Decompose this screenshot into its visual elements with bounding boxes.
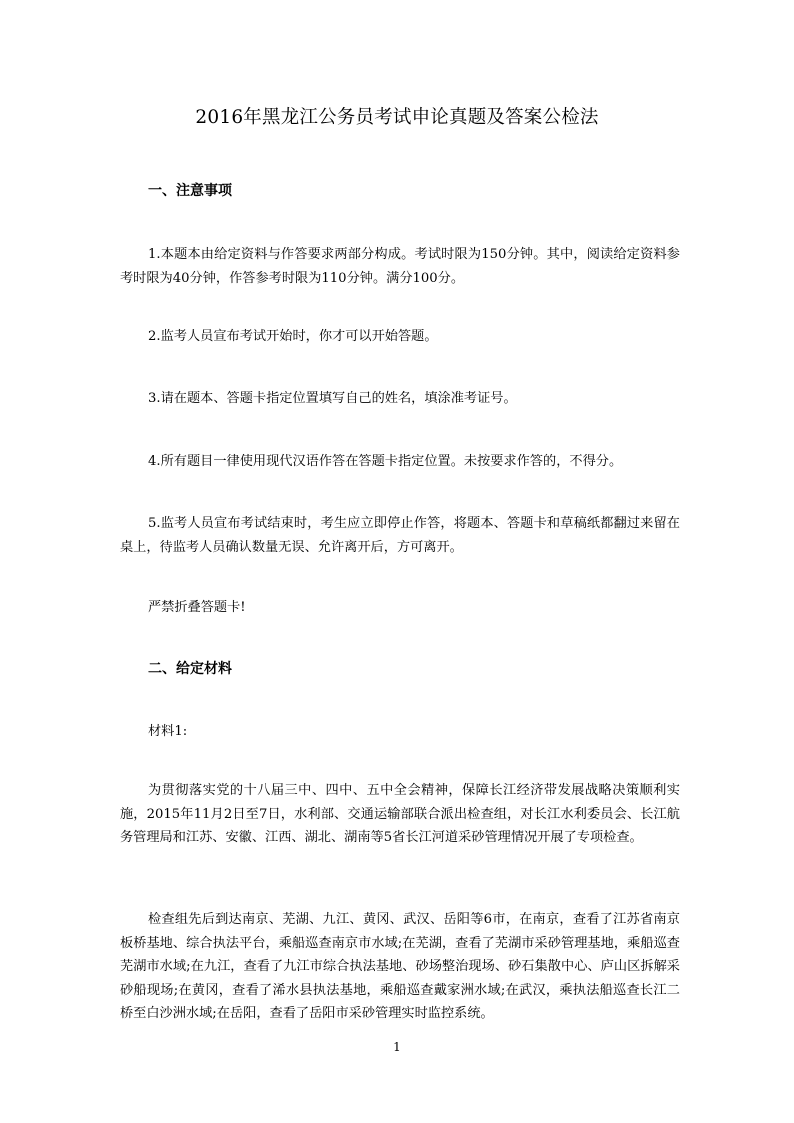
warning-text: 严禁折叠答题卡! xyxy=(148,600,246,615)
section-heading-notes: 一、注意事项 xyxy=(148,183,232,199)
material-label: 材料1: xyxy=(148,724,188,739)
note-paragraph-3: 3.请在题本、答题卡指定位置填写自己的姓名，填涂准考证号。 xyxy=(148,391,517,406)
material-paragraph-1: 为贯彻落实党的十八届三中、四中、五中全会精神，保障长江经济带发展战略决策顺利实施，2015年11月2日至7日，水利部、交通运输部联合派出检查组，对长江水利委员会、长江航务管理局和江苏、安徽、江西、湖北、湖南等5省长江河道采砂管理情况开展了专项检查。 xyxy=(120,783,680,845)
note-paragraph-1: 1.本题本由给定资料与作答要求两部分构成。考试时限为150分钟。其中，阅读给定资料参考时限为40分钟，作答参考时限为110分钟。满分100分。 xyxy=(120,247,680,286)
note-paragraph-5: 5.监考人员宣布考试结束时，考生应立即停止作答，将题本、答题卡和草稿纸都翻过来留在桌上，待监考人员确认数量无误、允许离开后，方可离开。 xyxy=(120,516,680,555)
note-paragraph-2: 2.监考人员宣布考试开始时，你才可以开始答题。 xyxy=(148,329,438,344)
material-paragraph-2: 检查组先后到达南京、芜湖、九江、黄冈、武汉、岳阳等6市，在南京，查看了江苏省南京板桥基地、综合执法平台，乘船巡查南京市水域;在芜湖，查看了芜湖市采砂管理基地，乘船巡查芜湖市水域;在九江，查看了九江市综合执法基地、砂场整治现场、砂石集散中心、庐山区拆解采砂船现场;在黄冈，查看了浠水县执法基地，乘船巡查戴家洲水域;在武汉，乘执法船巡查长江二桥至白沙洲水域;在岳阳，查看了岳阳市采砂管理实时监控系统。 xyxy=(120,912,680,1021)
note-paragraph-4: 4.所有题目一律使用现代汉语作答在答题卡指定位置。未按要求作答的，不得分。 xyxy=(148,454,623,469)
page-number: 1 xyxy=(393,1040,401,1054)
section-heading-materials: 二、给定材料 xyxy=(148,661,232,677)
document-title: 2016年黑龙江公务员考试申论真题及答案公检法 xyxy=(195,107,599,128)
